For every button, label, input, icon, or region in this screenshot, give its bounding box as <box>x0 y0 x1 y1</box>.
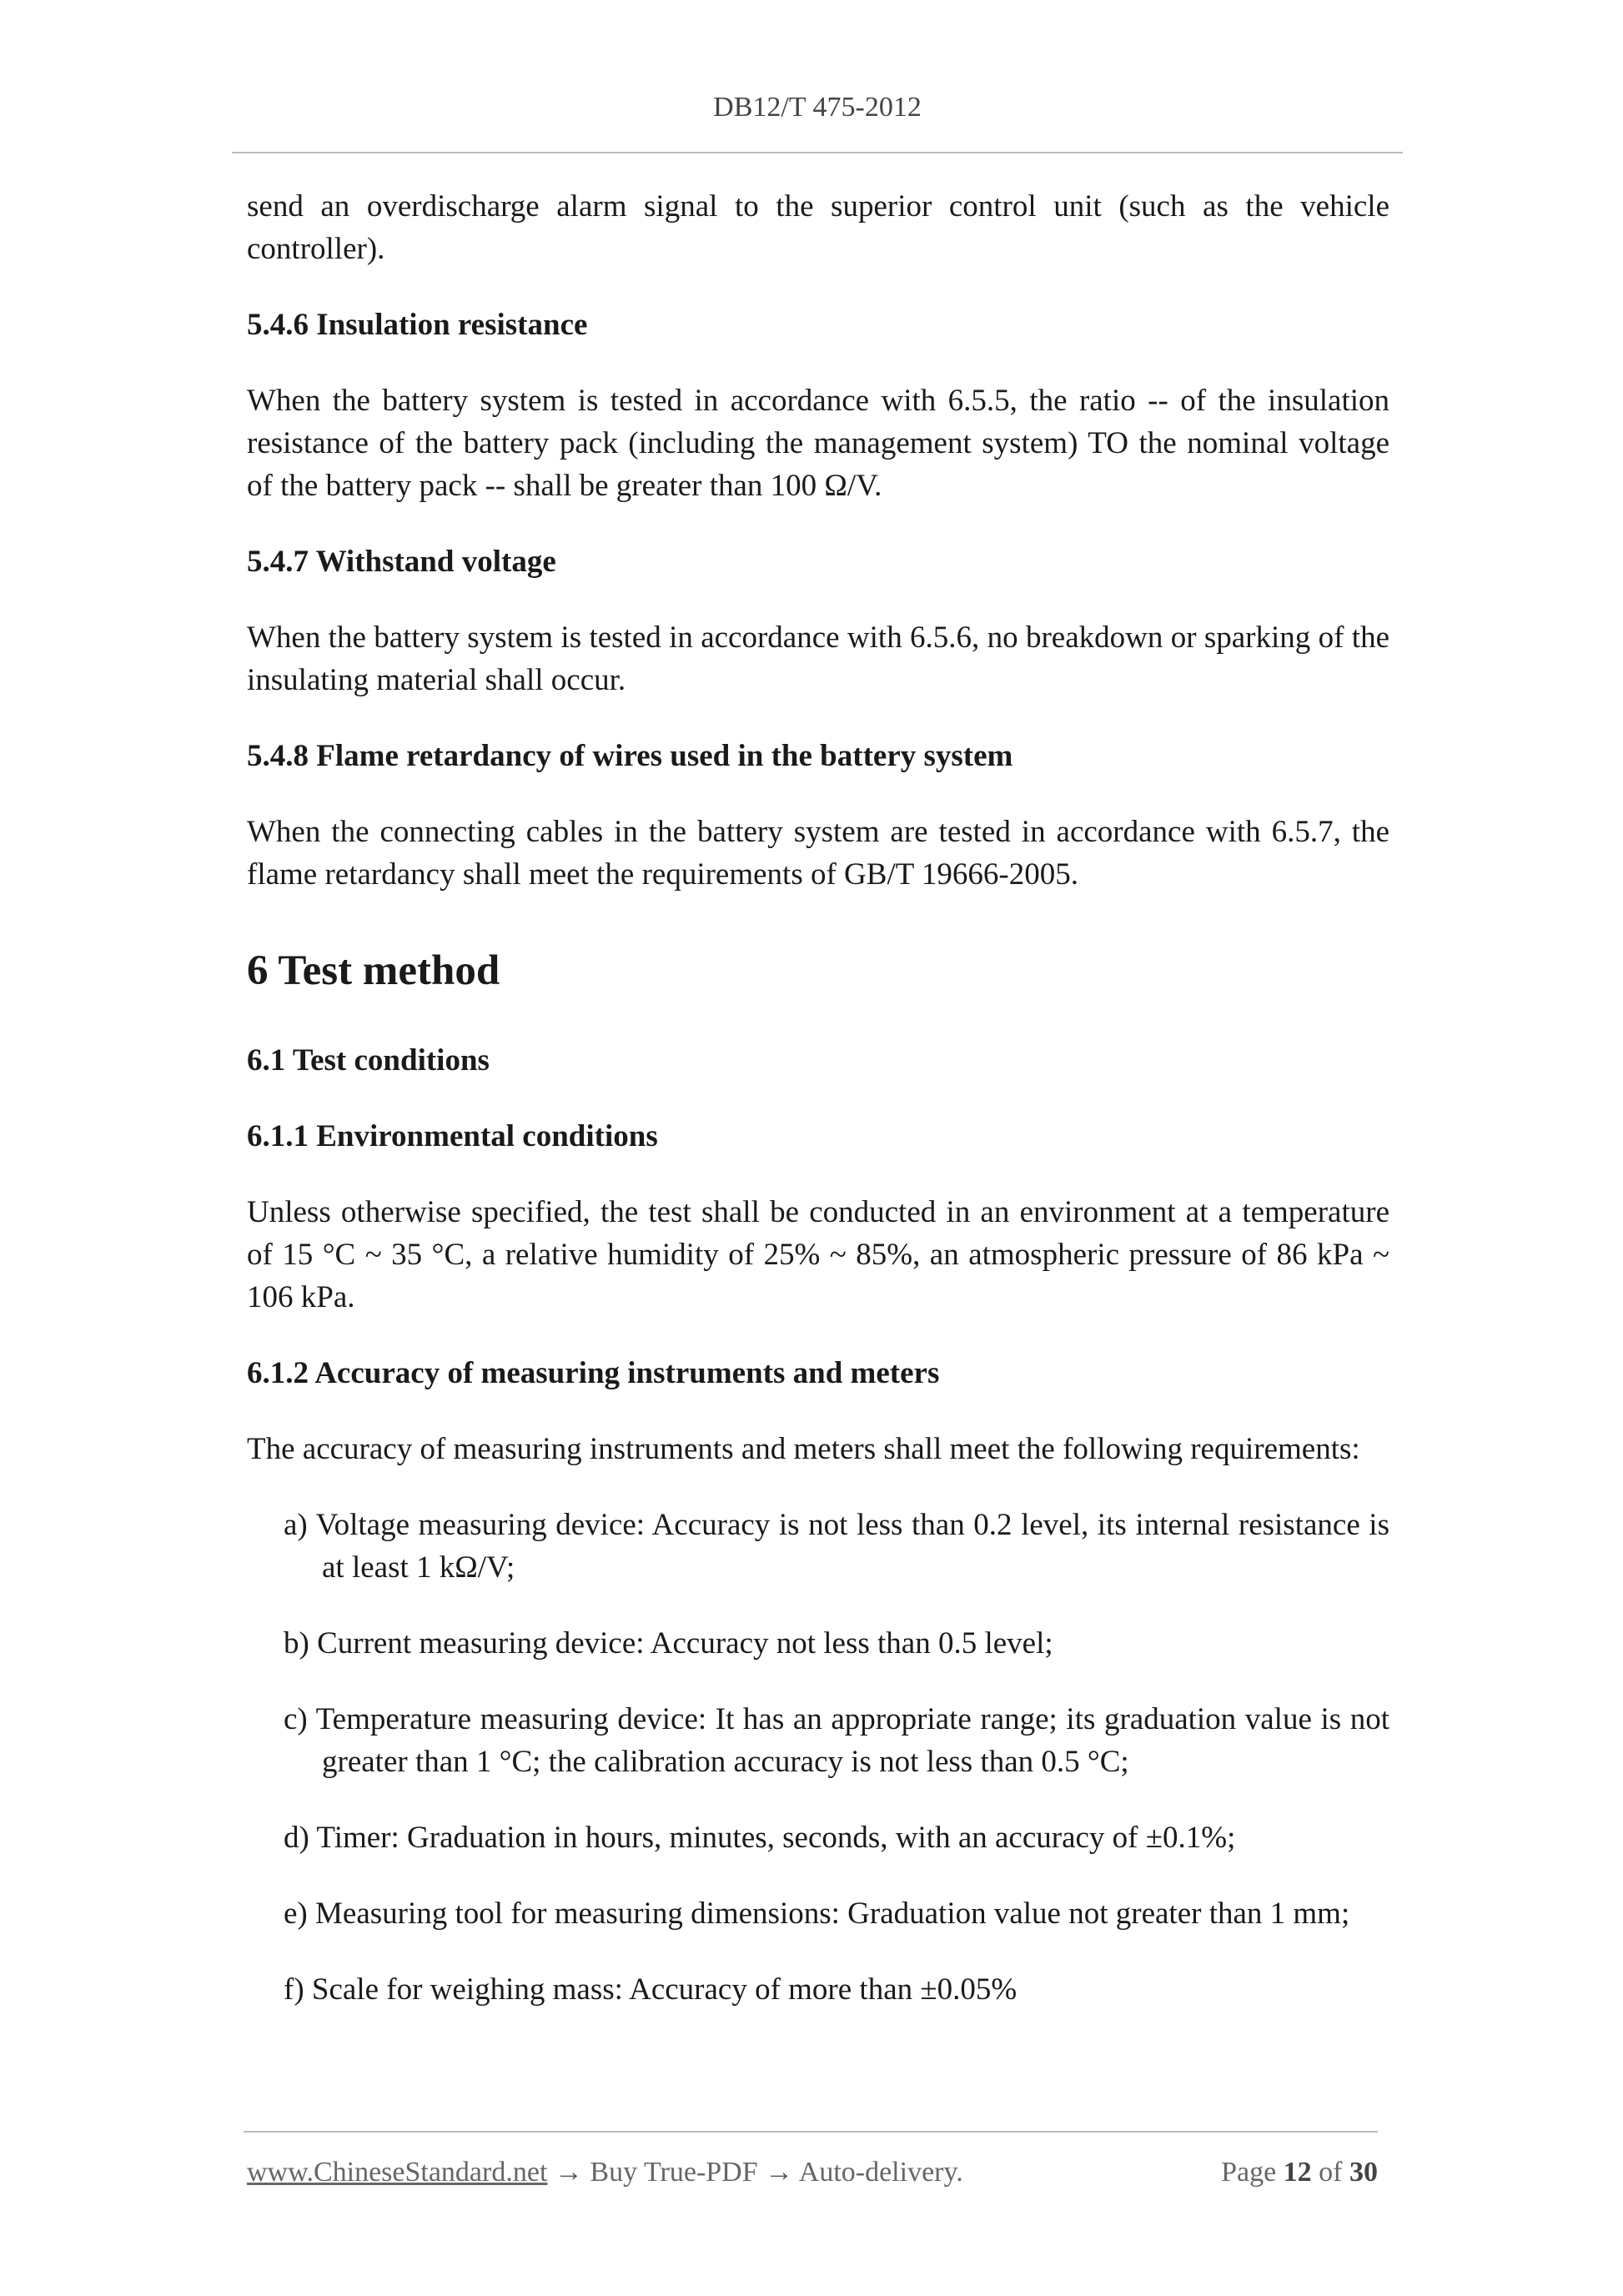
section-5-4-7-heading: 5.4.7 Withstand voltage <box>247 545 556 579</box>
section-6-heading: 6 Test method <box>247 947 500 994</box>
page-footer <box>247 2157 1378 2188</box>
header-divider <box>232 152 1403 153</box>
auto-delivery-text: Auto-delivery. <box>798 2157 963 2188</box>
page-content <box>247 185 1389 2011</box>
page-current: 12 <box>1283 2157 1312 2188</box>
chinese-standard-link[interactable]: www.ChineseStandard.net <box>247 2157 548 2188</box>
document-id-header: DB12/T 475-2012 <box>713 92 922 123</box>
intro-paragraph: send an overdischarge alarm signal to the superior control unit (such as the vehicle controller). <box>247 189 1389 266</box>
section-6-1-2-text: The accuracy of measuring instruments and meters shall meet the following requirements: <box>247 1432 1360 1466</box>
footer-divider <box>244 2131 1378 2133</box>
section-5-4-7-text: When the battery system is tested in accordance with 6.5.6, no breakdown or sparking of the insulating material shall occur. <box>247 620 1389 697</box>
arrow-right-icon: → <box>554 2157 583 2188</box>
section-5-4-8-heading: 5.4.8 Flame retardancy of wires used in the battery system <box>247 739 1013 773</box>
footer-links <box>247 2157 963 2188</box>
page-total: 30 <box>1349 2157 1378 2188</box>
page-label: Page <box>1221 2157 1277 2188</box>
buy-true-pdf-text: Buy True-PDF <box>590 2157 758 2188</box>
section-6-1-heading: 6.1 Test conditions <box>247 1043 490 1078</box>
list-item: b) Current measuring device: Accuracy not less than 0.5 level; <box>284 1626 1053 1660</box>
list-item: e) Measuring tool for measuring dimensions: Graduation value not greater than 1 mm; <box>284 1897 1350 1931</box>
section-5-4-8-text: When the connecting cables in the battery system are tested in accordance with 6.5.7, the flame retardancy shall meet the requirements of GB/T 19666-2005. <box>247 815 1389 892</box>
list-item: c) Temperature measuring device: It has an appropriate range; its graduation value is not greater than 1 °C; the calibration accuracy is not less than 0.5 °C; <box>284 1702 1389 1779</box>
section-5-4-6-heading: 5.4.6 Insulation resistance <box>247 308 588 342</box>
section-6-1-1-text: Unless otherwise specified, the test shall be conducted in an environment at a temperature of 15 °C ~ 35 °C, a relative humidity of 25% ~ 85%, an atmospheric pressure of 86 kPa ~ 106 kPa. <box>247 1195 1389 1314</box>
page-number <box>1221 2157 1378 2188</box>
arrow-right-icon: → <box>765 2157 794 2188</box>
of-label: of <box>1319 2157 1343 2188</box>
section-6-1-1-heading: 6.1.1 Environmental conditions <box>247 1119 658 1153</box>
section-5-4-6-text: When the battery system is tested in accordance with 6.5.5, the ratio -- of the insulation resistance of the battery pack (including the management system) TO the nominal voltage of the battery pack -- shall be greater than 100 Ω/V. <box>247 384 1389 503</box>
list-item: f) Scale for weighing mass: Accuracy of more than ±0.05% <box>284 1972 1018 2007</box>
list-item: a) Voltage measuring device: Accuracy is not less than 0.2 level, its internal resistance is at least 1 kΩ/V; <box>284 1508 1389 1585</box>
list-item: d) Timer: Graduation in hours, minutes, seconds, with an accuracy of ±0.1%; <box>284 1821 1236 1855</box>
section-6-1-2-heading: 6.1.2 Accuracy of measuring instruments and meters <box>247 1356 940 1390</box>
